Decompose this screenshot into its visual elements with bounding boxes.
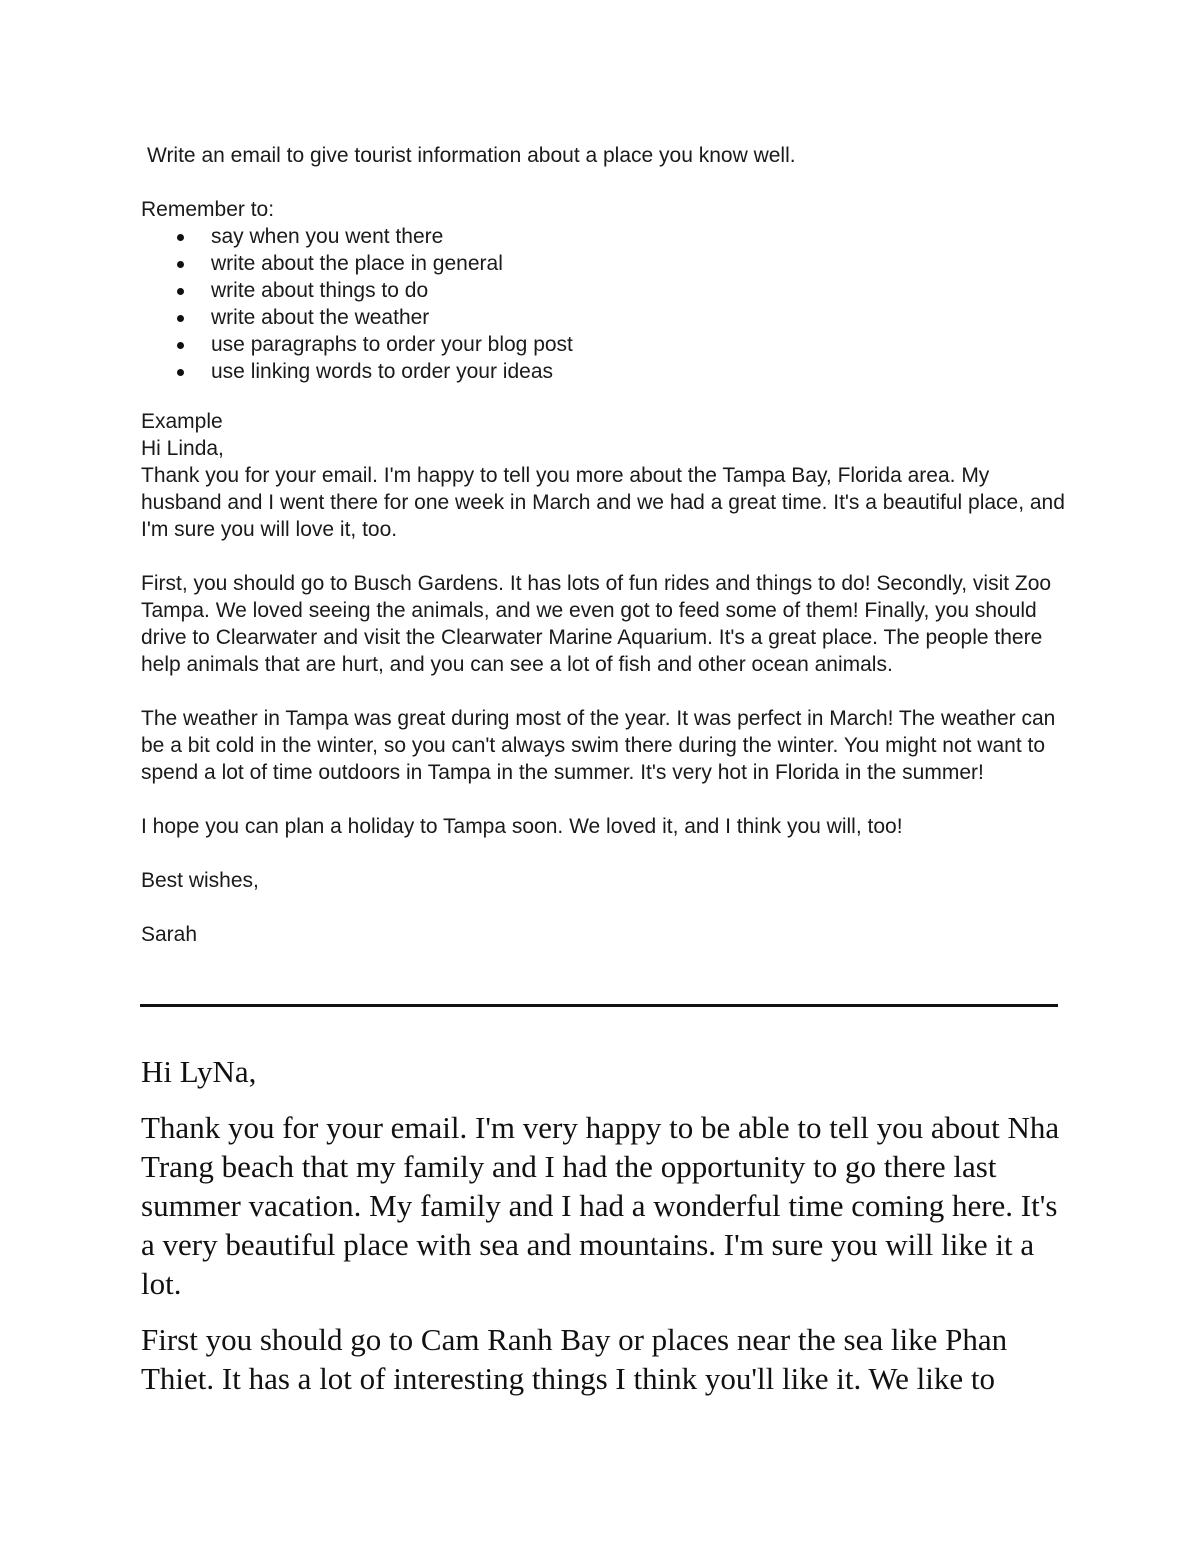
example-label: Example <box>141 410 223 433</box>
example-paragraph-weather: The weather in Tampa was great during most of the year. It was perfect in March! The weather can be a bit cold in the winter, so you can't always swim there during the winter. You might not want to spend a lot of time outdoors in Tampa in the summer. It's very hot in Florida in the summer! <box>141 707 1056 784</box>
list-item <box>141 304 573 331</box>
bullet-icon <box>177 234 184 241</box>
example-closing: Best wishes, <box>141 869 259 892</box>
list-item-text: say when you went there <box>211 225 444 248</box>
list-item-text: write about the place in general <box>211 252 503 275</box>
example-paragraph-activities: First, you should go to Busch Gardens. It has lots of fun rides and things to do! Secondly, visit Zoo Tampa. We loved seeing the animals, and we even got to feed some of them! Finally, you should drive to Clearwater and visit the Clearwater Marine Aquarium. It's a great place. The people there help animals that are hurt, and you can see a lot of fish and other ocean animals. <box>141 572 1052 676</box>
list-item <box>141 277 573 304</box>
student-paragraph-activities: First you should go to Cam Ranh Bay or places near the sea like Phan Thiet. It has a lot of interesting things I think you'll like it. We like to <box>141 1322 1008 1396</box>
section-divider <box>140 1004 1058 1007</box>
bullet-icon <box>177 342 184 349</box>
remember-list <box>141 223 573 385</box>
list-item <box>141 331 573 358</box>
example-greeting: Hi Linda, <box>141 437 224 460</box>
list-item-text: write about the weather <box>211 306 430 329</box>
bullet-icon <box>177 288 184 295</box>
list-item-text: use linking words to order your ideas <box>211 360 554 383</box>
list-item <box>141 358 573 385</box>
list-item-text: write about things to do <box>211 279 429 302</box>
example-signature: Sarah <box>141 923 198 946</box>
example-paragraph-closing: I hope you can plan a holiday to Tampa soon. We loved it, and I think you will, too! <box>141 815 903 838</box>
list-item-text: use paragraphs to order your blog post <box>211 333 573 356</box>
example-paragraph-intro: Thank you for your email. I'm happy to tell you more about the Tampa Bay, Florida area. My husband and I went there for one week in March and we had a great time. It's a beautiful place, and I'm sure you will love it, too. <box>141 464 1065 541</box>
bullet-icon <box>177 315 184 322</box>
prompt-instruction: Write an email to give tourist information about a place you know well. <box>147 144 796 167</box>
bullet-icon <box>177 369 184 376</box>
student-greeting: Hi LyNa, <box>141 1054 257 1089</box>
list-item <box>141 250 573 277</box>
list-item <box>141 223 573 250</box>
bullet-icon <box>177 261 184 268</box>
example-email <box>141 408 1071 948</box>
student-paragraph-intro: Thank you for your email. I'm very happy to be able to tell you about Nha Trang beach that my family and I had the opportunity to go there last summer vacation. My family and I had a wonderful time coming here. It's a very beautiful place with sea and mountains. I'm sure you will like it a lot. <box>141 1110 1060 1301</box>
remember-label: Remember to: <box>141 198 275 221</box>
student-email <box>141 1052 1066 1415</box>
